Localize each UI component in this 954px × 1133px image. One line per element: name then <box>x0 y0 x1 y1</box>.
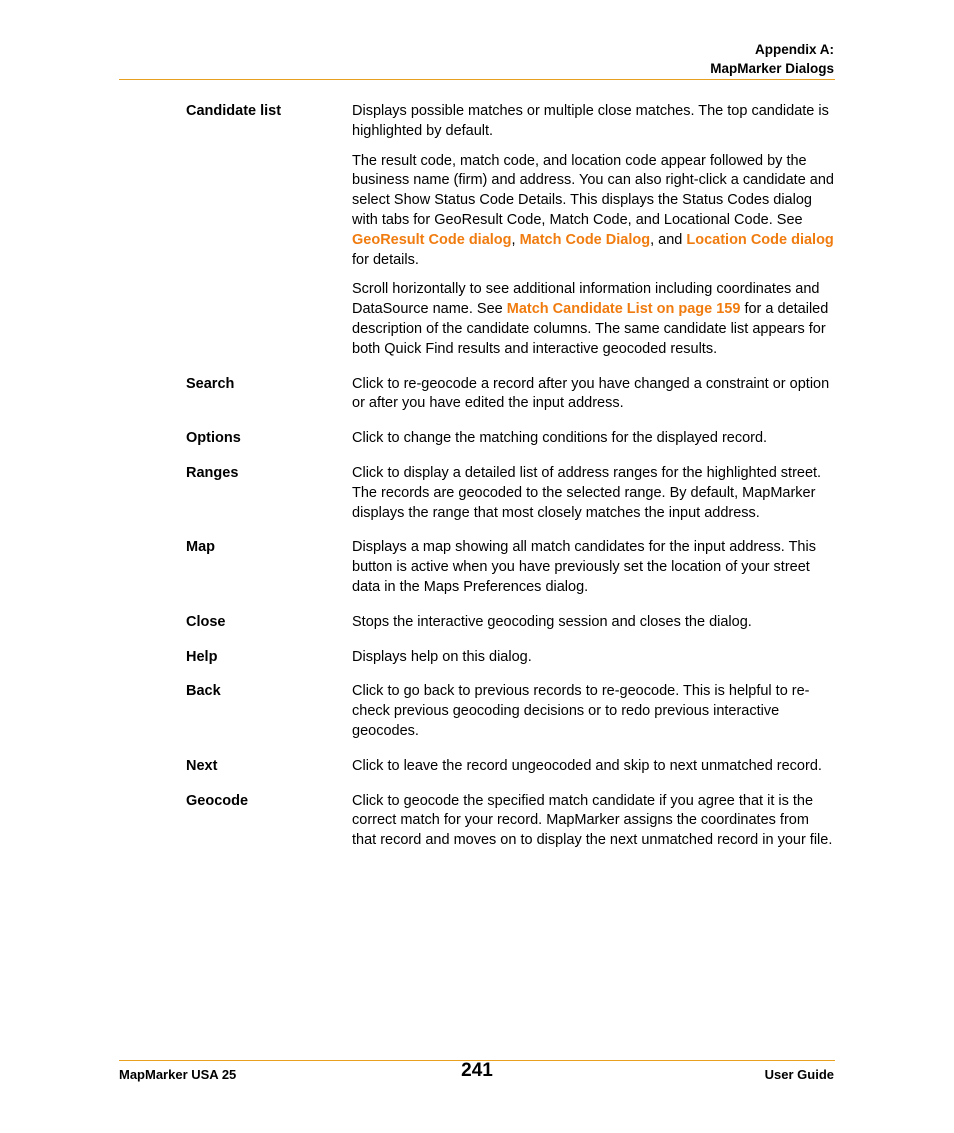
term-label: Search <box>186 375 235 392</box>
running-header <box>710 40 834 78</box>
term-label: Back <box>186 683 221 700</box>
entry-options <box>186 429 836 449</box>
entry-ranges <box>186 464 836 523</box>
text-run: , <box>511 231 520 248</box>
entry-search <box>186 375 836 415</box>
footer-product-name: MapMarker USA 25 <box>119 1067 237 1082</box>
text-run: , and <box>650 231 687 248</box>
term-label: Geocode <box>186 792 249 809</box>
term-description: Displays help on this dialog. <box>352 648 532 665</box>
term-label: Help <box>186 648 218 665</box>
text-run: The result code, match code, and location code appear followed by the business name (firm) and address. You can also right-click a candidate and select Show Status Code Details. This displays the Status Codes dialog with tabs for GeoResult Code, Match Code, and Locational Code. See <box>352 152 834 228</box>
paragraph: Displays possible matches or multiple close matches. The top candidate is highlighted by default. <box>352 103 829 139</box>
term-description: Click to go back to previous records to re-geocode. This is helpful to re-check previous geocoding decisions or to redo previous interactive geocodes. <box>352 683 810 739</box>
paragraph <box>352 152 836 271</box>
term-description: Stops the interactive geocoding session and closes the dialog. <box>352 613 752 630</box>
header-rule <box>119 79 835 80</box>
header-section-title: MapMarker Dialogs <box>710 61 834 76</box>
entry-map <box>186 538 836 597</box>
paragraph <box>352 280 836 359</box>
page-number: 241 <box>461 1060 493 1081</box>
entry-candidate-list <box>186 102 836 360</box>
entry-next <box>186 757 836 777</box>
term-label: Close <box>186 613 226 630</box>
entry-close <box>186 613 836 633</box>
text-run: for details. <box>352 251 419 268</box>
entry-back <box>186 682 836 741</box>
term-label: Options <box>186 430 241 447</box>
term-label: Candidate list <box>186 103 282 119</box>
term-description: Click to change the matching conditions for the displayed record. <box>352 430 768 447</box>
term-description: Click to re-geocode a record after you have changed a constraint or option or after you have edited the input address. <box>352 375 830 412</box>
entry-help <box>186 648 836 668</box>
term-description: Displays a map showing all match candidates for the input address. This button is active when you have previously set the location of your street data in the Maps Preferences dialog. <box>352 539 816 595</box>
entry-geocode <box>186 792 836 851</box>
term-description <box>352 102 836 360</box>
term-label: Ranges <box>186 464 239 481</box>
link-match-candidate-list[interactable]: Match Candidate List on page 159 <box>506 301 741 318</box>
link-location-code-dialog[interactable]: Location Code dialog <box>686 231 834 248</box>
term-description: Click to display a detailed list of address ranges for the highlighted street. The records are geocoded to the selected range. By default, MapMarker displays the range that most closely matches the input address. <box>352 464 822 521</box>
header-appendix: Appendix A: <box>755 42 834 57</box>
text-run: for a detailed description of the candidate columns. The same candidate list appears for both Quick Find results and interactive geocoded results. <box>352 301 829 357</box>
term-description: Click to geocode the specified match candidate if you agree that it is the correct match for your record. MapMarker assigns the coordinates from that record and moves on to display the next unmatched record in your file. <box>352 792 833 849</box>
link-georesult-code-dialog[interactable]: GeoResult Code dialog <box>352 231 512 248</box>
term-description: Click to leave the record ungeocoded and skip to next unmatched record. <box>352 757 822 774</box>
definition-list <box>186 102 836 866</box>
term-label: Map <box>186 539 215 556</box>
link-match-code-dialog[interactable]: Match Code Dialog <box>519 231 651 248</box>
term-label: Next <box>186 757 218 774</box>
text-run: Scroll horizontally to see additional information including coordinates and DataSource name. See <box>352 281 820 318</box>
footer-guide-name: User Guide <box>764 1067 834 1082</box>
